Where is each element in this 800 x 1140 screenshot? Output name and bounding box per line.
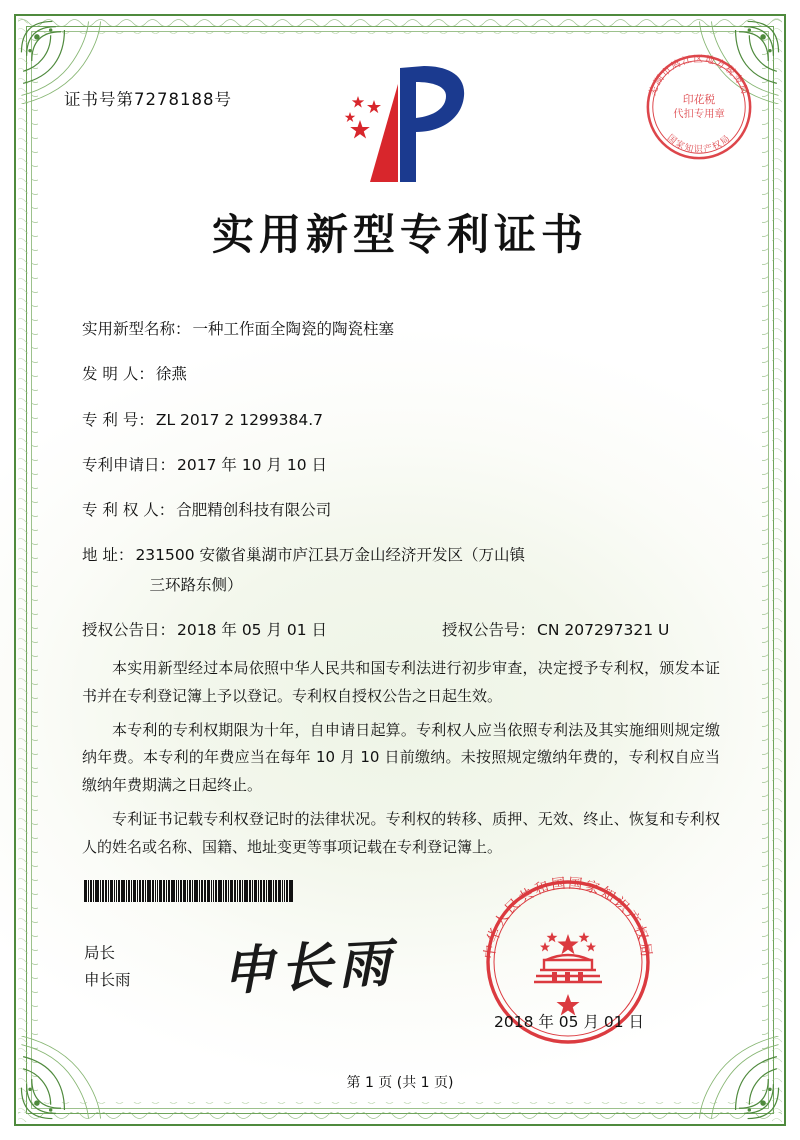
field-label: 专 利 号： xyxy=(82,410,154,429)
field-label: 授权公告号： xyxy=(442,620,536,639)
page-title: 实用新型专利证书 xyxy=(211,210,588,259)
page-number-footer: 第 1 页 (共 1 页) xyxy=(346,1075,454,1091)
cnipa-logo-icon xyxy=(330,60,475,190)
svg-text:印花税: 印花税 xyxy=(682,93,716,107)
tax-stamp-icon xyxy=(640,48,758,166)
field-value: ZL 2017 2 1299384.7 xyxy=(155,410,324,429)
certificate-number: 证书号第7278188号 xyxy=(64,90,232,109)
commissioner-name-label: 申长雨 xyxy=(84,971,131,990)
svg-text:国家知识产权局: 国家知识产权局 xyxy=(664,133,734,156)
commissioner-role-label: 局长 xyxy=(84,944,116,962)
grant-date-group xyxy=(82,619,442,642)
field-label: 地 址： xyxy=(82,546,134,565)
grant-number-group xyxy=(442,619,732,642)
field-label: 专利申请日： xyxy=(82,455,176,474)
handwritten-signature: 申长雨 xyxy=(220,935,398,1002)
field-row-address xyxy=(82,544,732,597)
field-value: 2018 年 05 月 01 日 xyxy=(177,620,328,639)
field-label: 授权公告日： xyxy=(82,620,176,639)
field-value: 一种工作面全陶瓷的陶瓷柱塞 xyxy=(192,320,395,338)
legal-paragraph: 本专利的专利权期限为十年，自申请日起算。专利权人应当依照专利法及其实施细则规定缴纳年费。本专利的年费应当在每年 10 月 10 日前缴纳。未按照规定缴纳年费的，专利权自应当缴纳年费期满之日起终止。 xyxy=(82,720,720,794)
field-label: 发 明 人： xyxy=(82,365,154,384)
svg-text:中华人民共和国国家知识产权局: 中华人民共和国国家知识产权局 xyxy=(481,875,655,960)
svg-text:代扣专用章: 代扣专用章 xyxy=(673,107,725,120)
field-label: 专 利 权 人： xyxy=(82,501,175,519)
svg-text:芜湖市鸠江区地方税务局: 芜湖市鸠江区地方税务局 xyxy=(647,53,751,98)
legal-paragraph: 专利证书记载专利权登记时的法律状况。专利权的转移、质押、无效、终止、恢复和专利权人的姓名或名称、国籍、地址变更等事项记载在专利登记簿上。 xyxy=(82,809,720,856)
issue-date: 2018 年 05 月 01 日 xyxy=(494,1013,645,1031)
field-row-patent-number xyxy=(82,409,732,432)
field-row-inventor xyxy=(82,363,732,386)
signature-block xyxy=(84,940,131,994)
field-row-patentee xyxy=(82,499,732,522)
field-value-wrap xyxy=(133,544,732,597)
field-row-grant xyxy=(82,619,732,642)
field-value: 231500 安徽省巢湖市庐江县万金山经济开发区（万山镇 xyxy=(135,546,526,565)
legal-paragraph: 本实用新型经过本局依照中华人民共和国专利法进行初步审查，决定授予专利权，颁发本证书并在专利登记簿上予以登记。专利权自授权公告之日起生效。 xyxy=(82,659,720,705)
barcode xyxy=(84,880,312,902)
field-value: 2017 年 10 月 10 日 xyxy=(177,455,328,474)
field-value: 徐燕 xyxy=(155,365,187,384)
field-value: 合肥精创科技有限公司 xyxy=(176,501,332,519)
field-row-application-date xyxy=(82,454,732,477)
field-value-line2: 三环路东侧） xyxy=(149,575,243,594)
legal-text xyxy=(82,655,720,867)
field-label: 实用新型名称： xyxy=(82,320,191,338)
field-row-utility-model-name xyxy=(82,318,732,341)
field-list xyxy=(82,318,732,662)
field-value: CN 207297321 U xyxy=(537,620,670,639)
